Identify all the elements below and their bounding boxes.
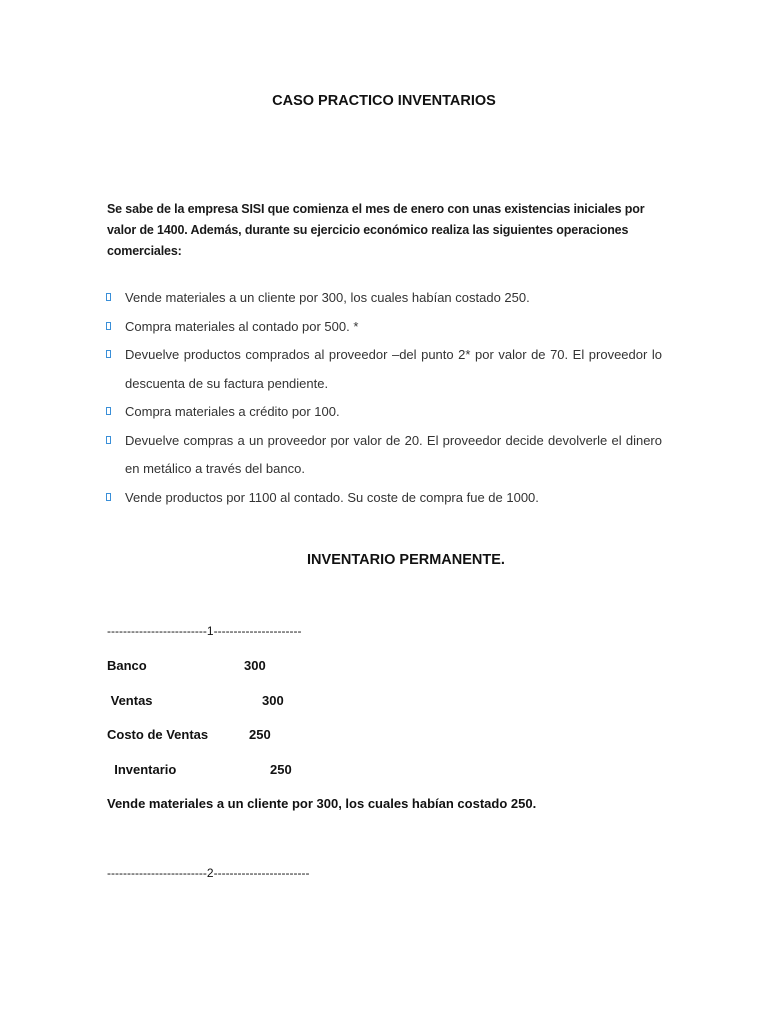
bullet-icon [106,436,111,444]
list-item [106,427,662,484]
operation-text: Compra materiales al contado por 500. * [125,318,359,334]
entry-amount-banco: 300 [244,658,266,673]
bullet-icon [106,407,111,415]
operation-text: Devuelve compras a un proveedor por valor de 20. El proveedor decide devolverle el dinero en metálico a través del banco. [125,432,662,476]
operations-list [106,284,662,512]
entry-amount-inventario: 250 [270,762,292,777]
entry-account-banco: Banco [107,658,147,673]
entry-description-1: Vende materiales a un cliente por 300, los cuales habían costado 250. [107,796,537,811]
list-item [106,313,662,342]
bullet-icon [106,493,111,501]
entry-account-ventas: Ventas [107,693,153,708]
entry-account-inventario: Inventario [107,762,177,777]
document-title: CASO PRACTICO INVENTARIOS [272,93,496,109]
operation-text: Vende productos por 1100 al contado. Su coste de compra fue de 1000. [125,489,539,505]
entry-account-costo-ventas: Costo de Ventas [107,727,209,742]
operation-text: Compra materiales a crédito por 100. [125,404,340,419]
bullet-icon [106,322,111,330]
operation-text: Devuelve productos comprados al proveedor –del punto 2* por valor de 70. El proveedor lo descuenta de su factura pendiente. [125,347,662,391]
entry-separator-1: -------------------------1---------------------- [107,624,302,638]
bullet-icon [106,350,111,358]
operation-text: Vende materiales a un cliente por 300, los cuales habían costado 250. [125,290,530,305]
list-item [106,484,662,513]
intro-paragraph: Se sabe de la empresa SISI que comienza el mes de enero con unas existencias iniciales por valor de 1400. Además, durante su ejercicio económico realiza las siguientes operaciones comerciales: [107,202,645,258]
bullet-icon [106,293,111,301]
entry-amount-costo-ventas: 250 [249,727,271,742]
list-item [106,341,662,398]
entry-separator-2: -------------------------2------------------------ [107,866,310,880]
entry-amount-ventas: 300 [262,693,284,708]
list-item [106,398,662,427]
section-title: INVENTARIO PERMANENTE. [307,552,505,568]
list-item [106,284,662,313]
